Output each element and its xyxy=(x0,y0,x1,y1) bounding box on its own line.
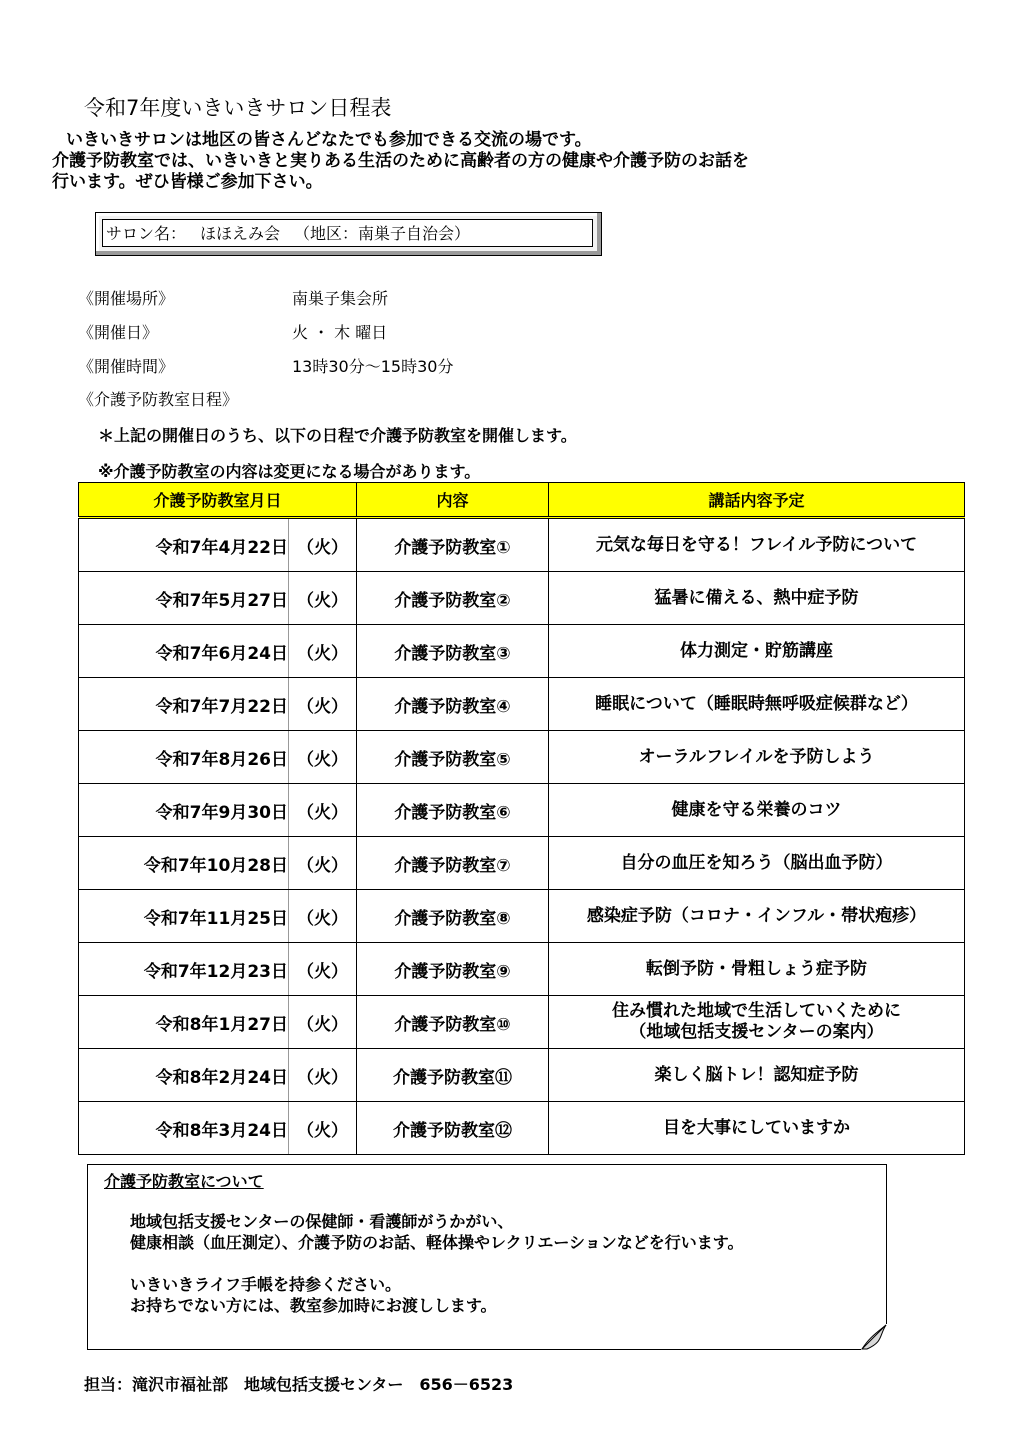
intro-text xyxy=(52,130,952,193)
about-line: いきいきライフ手帳を持参ください。 xyxy=(130,1275,402,1294)
row-date: 令和8年3月24日 xyxy=(79,1102,289,1155)
table-row xyxy=(79,1049,965,1102)
row-topic-line: オーラルフレイルを予防しよう xyxy=(638,746,875,767)
row-topic xyxy=(549,784,965,837)
salon-name-box xyxy=(95,212,602,256)
row-class: 介護予防教室⑤ xyxy=(357,731,549,784)
row-date: 令和8年2月24日 xyxy=(79,1049,289,1102)
row-topic xyxy=(549,1049,965,1102)
about-line: 健康相談（血圧測定）、介護予防のお話、軽体操やレクリエーションなどを行います。 xyxy=(130,1233,744,1252)
table-row xyxy=(79,837,965,890)
info-schedule xyxy=(78,387,238,410)
row-class: 介護予防教室② xyxy=(357,572,549,625)
row-topic-line: 感染症予防（コロナ・インフル・帯状疱疹） xyxy=(586,905,927,926)
row-class: 介護予防教室⑪ xyxy=(357,1049,549,1102)
row-weekday: （火） xyxy=(289,731,357,784)
about-line: 地域包括支援センターの保健師・看護師がうかがい、 xyxy=(130,1212,514,1231)
row-date: 令和8年1月27日 xyxy=(79,996,289,1049)
row-class: 介護予防教室① xyxy=(357,518,549,572)
contact-info: 担当：滝沢市福祉部 地域包括支援センター 656－6523 xyxy=(84,1375,514,1394)
page-curl-icon xyxy=(861,1324,887,1350)
intro-line: 行います。ぜひ皆様ご参加下さい。 xyxy=(52,172,323,192)
intro-line: いきいきサロンは地区の皆さんどなたでも参加できる交流の場です。 xyxy=(66,130,592,150)
row-weekday: （火） xyxy=(289,1102,357,1155)
row-topic-line: 転倒予防・骨粗しょう症予防 xyxy=(646,958,868,979)
row-topic xyxy=(549,943,965,996)
header-date: 介護予防教室月日 xyxy=(79,483,357,518)
row-weekday: （火） xyxy=(289,625,357,678)
row-date: 令和7年6月24日 xyxy=(79,625,289,678)
row-topic-line: （地域包括支援センターの案内） xyxy=(629,1022,884,1042)
row-class: 介護予防教室④ xyxy=(357,678,549,731)
info-place xyxy=(78,286,389,309)
table-row xyxy=(79,572,965,625)
row-weekday: （火） xyxy=(289,837,357,890)
info-day-value: 火 ・ 木 曜日 xyxy=(292,323,388,342)
salon-district: （地区：南巣子自治会） xyxy=(294,224,471,243)
row-date: 令和7年11月25日 xyxy=(79,890,289,943)
table-row xyxy=(79,943,965,996)
intro-line: 介護予防教室では、いきいきと実りある生活のために高齢者の方の健康や介護予防のお話を xyxy=(52,151,749,171)
about-heading: 介護予防教室について xyxy=(104,1172,264,1191)
row-topic-line: 元気な毎日を守る！フレイル予防について xyxy=(595,534,918,555)
row-topic-line: 睡眠について（睡眠時無呼吸症候群など） xyxy=(595,693,918,714)
header-content: 内容 xyxy=(357,483,549,518)
row-date: 令和7年8月26日 xyxy=(79,731,289,784)
row-topic-line: 住み慣れた地域で生活していくために xyxy=(612,1001,902,1021)
row-weekday: （火） xyxy=(289,678,357,731)
info-day xyxy=(78,320,388,343)
row-weekday: （火） xyxy=(289,1049,357,1102)
info-time xyxy=(78,354,454,377)
table-header-row xyxy=(79,483,965,518)
table-row xyxy=(79,678,965,731)
row-class: 介護予防教室⑧ xyxy=(357,890,549,943)
row-weekday: （火） xyxy=(289,572,357,625)
row-date: 令和7年12月23日 xyxy=(79,943,289,996)
about-paragraph-1 xyxy=(130,1211,743,1253)
page-title: 令和7年度いきいきサロン日程表 xyxy=(84,96,392,120)
row-topic xyxy=(549,837,965,890)
row-class: 介護予防教室⑥ xyxy=(357,784,549,837)
table-row xyxy=(79,784,965,837)
row-class: 介護予防教室⑨ xyxy=(357,943,549,996)
table-row xyxy=(79,731,965,784)
row-date: 令和7年9月30日 xyxy=(79,784,289,837)
about-box xyxy=(87,1164,887,1350)
row-topic-line: 楽しく脳トレ！認知症予防 xyxy=(654,1064,859,1085)
note-schedule: ＊上記の開催日のうち、以下の日程で介護予防教室を開催します。 xyxy=(98,426,577,445)
info-time-value: 13時30分～15時30分 xyxy=(292,357,454,376)
table-row xyxy=(79,1102,965,1155)
row-class: 介護予防教室⑦ xyxy=(357,837,549,890)
row-topic xyxy=(549,996,965,1049)
row-topic xyxy=(549,518,965,572)
row-topic-line: 猛暑に備える、熱中症予防 xyxy=(654,587,859,608)
table-row xyxy=(79,625,965,678)
row-topic-line: 体力測定・貯筋講座 xyxy=(680,640,834,661)
row-topic xyxy=(549,678,965,731)
row-weekday: （火） xyxy=(289,784,357,837)
row-date: 令和7年5月27日 xyxy=(79,572,289,625)
row-topic xyxy=(549,625,965,678)
table-row xyxy=(79,890,965,943)
table-row xyxy=(79,996,965,1049)
header-topic: 講話内容予定 xyxy=(549,483,965,518)
about-body xyxy=(130,1211,743,1316)
info-schedule-label: 《介護予防教室日程》 xyxy=(78,390,239,409)
schedule-table xyxy=(78,482,965,1155)
info-place-value: 南巣子集会所 xyxy=(292,289,389,308)
about-paragraph-2 xyxy=(130,1274,743,1316)
info-place-label: 《開催場所》 xyxy=(78,289,175,308)
row-class: 介護予防教室⑩ xyxy=(357,996,549,1049)
row-topic-line: 目を大事にしていますか xyxy=(663,1117,851,1138)
row-date: 令和7年7月22日 xyxy=(79,678,289,731)
about-line: お持ちでない方には、教室参加時にお渡しします。 xyxy=(130,1296,497,1315)
info-day-label: 《開催日》 xyxy=(78,323,159,342)
row-date: 令和7年10月28日 xyxy=(79,837,289,890)
table-row xyxy=(79,518,965,572)
row-topic xyxy=(549,1102,965,1155)
row-weekday: （火） xyxy=(289,996,357,1049)
info-time-label: 《開催時間》 xyxy=(78,357,175,376)
row-topic-line: 健康を守る栄養のコツ xyxy=(671,799,842,820)
salon-name-field xyxy=(102,219,593,247)
row-topic xyxy=(549,572,965,625)
row-class: 介護予防教室③ xyxy=(357,625,549,678)
row-topic xyxy=(549,731,965,784)
row-topic xyxy=(549,890,965,943)
row-weekday: （火） xyxy=(289,518,357,572)
row-topic-line: 自分の血圧を知ろう（脳出血予防） xyxy=(620,852,893,873)
salon-name: ほほえみ会 xyxy=(200,224,281,243)
salon-label: サロン名： xyxy=(106,224,187,243)
row-weekday: （火） xyxy=(289,890,357,943)
row-weekday: （火） xyxy=(289,943,357,996)
note-change: ※介護予防教室の内容は変更になる場合があります。 xyxy=(98,462,481,481)
row-class: 介護予防教室⑫ xyxy=(357,1102,549,1155)
row-date: 令和7年4月22日 xyxy=(79,518,289,572)
